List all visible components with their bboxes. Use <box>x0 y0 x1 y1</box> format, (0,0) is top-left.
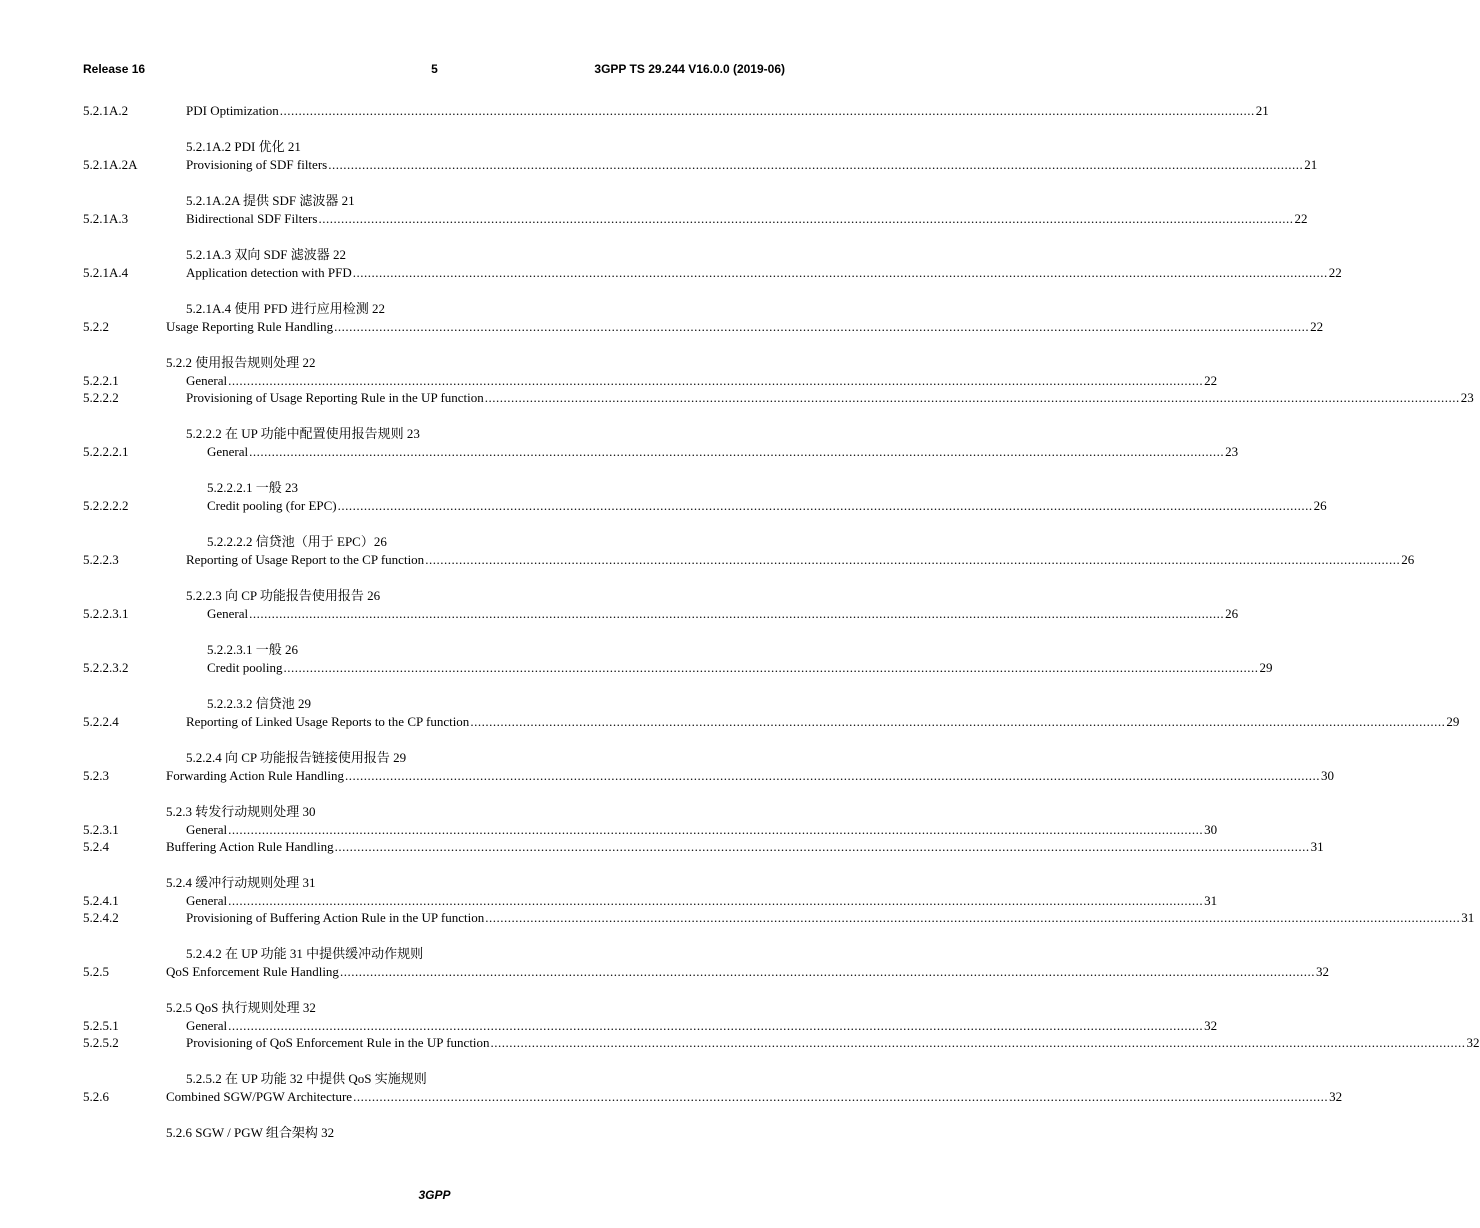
toc-entry-translation: 5.2.2.2 在 UP 功能中配置使用报告规则 23 <box>186 426 420 441</box>
toc-entry-number: 5.2.3 <box>83 768 109 783</box>
toc-entry-translation: 5.2.3 转发行动规则处理 30 <box>166 804 316 819</box>
footer-3gpp: 3GPP <box>418 1188 451 1202</box>
toc-entry-title: QoS Enforcement Rule Handling <box>166 964 339 979</box>
toc-entry-translation: 5.2.6 SGW / PGW 组合架构 32 <box>166 1125 335 1140</box>
toc-entry-number: 5.2.2 <box>83 319 109 334</box>
toc-dot-leader: .................................................................................................................................................................................................................................................................... <box>279 103 1255 118</box>
toc-entry[interactable] <box>0 264 1342 282</box>
toc-entry[interactable] <box>0 497 1327 515</box>
toc-dot-leader: .................................................................................................................................................................................................................................................................... <box>249 606 1225 621</box>
header-spec-id: 3GPP TS 29.244 V16.0.0 (2019-06) <box>594 62 785 76</box>
toc-entry-page: 31 <box>1310 839 1324 854</box>
toc-dot-leader: .................................................................................................................................................................................................................................................................... <box>425 552 1401 567</box>
toc-entry-title: Credit pooling (for EPC) <box>207 498 337 513</box>
toc-dot-leader: .................................................................................................................................................................................................................................................................... <box>337 498 1313 513</box>
toc-dot-leader: .................................................................................................................................................................................................................................................................... <box>334 319 1310 334</box>
toc-dot-leader: .................................................................................................................................................................................................................................................................... <box>490 1035 1466 1050</box>
toc-entry[interactable] <box>0 892 1218 910</box>
toc-dot-leader: .................................................................................................................................................................................................................................................................... <box>228 822 1204 837</box>
toc-dot-leader: .................................................................................................................................................................................................................................................................... <box>470 714 1446 729</box>
toc-dot-leader: .................................................................................................................................................................................................................................................................... <box>334 839 1310 854</box>
toc-entry-page: 29 <box>1446 714 1460 729</box>
toc-dot-leader: .................................................................................................................................................................................................................................................................... <box>352 265 1328 280</box>
toc-entry-page: 30 <box>1204 822 1218 837</box>
toc-entry-title: Credit pooling <box>207 660 283 675</box>
toc-entry-number: 5.2.4 <box>83 839 109 854</box>
toc-entry-translation: 5.2.5.2 在 UP 功能 32 中提供 QoS 实施规则 <box>186 1071 427 1086</box>
toc-entry-title: Application detection with PFD <box>186 265 352 280</box>
toc-dot-leader: .................................................................................................................................................................................................................................................................... <box>485 910 1461 925</box>
toc-entry-page: 32 <box>1466 1035 1480 1050</box>
toc-dot-leader: .................................................................................................................................................................................................................................................................... <box>249 444 1225 459</box>
toc-entry[interactable] <box>0 318 1324 336</box>
toc-entry-number: 5.2.4.1 <box>83 893 119 908</box>
toc-entry-title: Provisioning of SDF filters <box>186 157 328 172</box>
toc-dot-leader: .................................................................................................................................................................................................................................................................... <box>353 1089 1329 1104</box>
toc-entry[interactable] <box>0 210 1308 228</box>
toc-entry[interactable] <box>0 443 1239 461</box>
toc-entry-number: 5.2.1A.4 <box>83 265 129 280</box>
toc-entry-page: 22 <box>1310 319 1324 334</box>
toc-entry-title: Reporting of Usage Report to the CP function <box>186 552 425 567</box>
toc-entry-translation: 5.2.2.3.1 一般 26 <box>207 642 299 657</box>
toc-entry-title: Forwarding Action Rule Handling <box>166 768 345 783</box>
toc-entry-translation: 5.2.2.4 向 CP 功能报告链接使用报告 29 <box>186 750 407 765</box>
toc-entry-translation: 5.2.1A.3 双向 SDF 滤波器 22 <box>186 247 346 262</box>
toc-entry-page: 21 <box>1304 157 1318 172</box>
toc-entry[interactable] <box>0 713 1460 731</box>
toc-entry-number: 5.2.1A.3 <box>83 211 129 226</box>
toc-dot-leader: .................................................................................................................................................................................................................................................................... <box>328 157 1304 172</box>
toc-dot-leader: .................................................................................................................................................................................................................................................................... <box>345 768 1321 783</box>
toc-entry-title: General <box>186 893 228 908</box>
toc-entry-title: General <box>207 444 249 459</box>
toc-dot-leader: .................................................................................................................................................................................................................................................................... <box>339 964 1315 979</box>
toc-entry[interactable] <box>0 838 1324 856</box>
toc-entry-page: 26 <box>1401 552 1415 567</box>
toc-entry-title: Provisioning of Buffering Action Rule in the UP function <box>186 910 485 925</box>
toc-entry-number: 5.2.5 <box>83 964 109 979</box>
toc-entry-page: 32 <box>1329 1089 1343 1104</box>
toc-entry-title: General <box>186 1018 228 1033</box>
toc-entry-title: Provisioning of QoS Enforcement Rule in the UP function <box>186 1035 490 1050</box>
toc-entry-translation: 5.2.2.2.1 一般 23 <box>207 480 299 495</box>
toc-entry-translation: 5.2.1A.2A 提供 SDF 滤波器 21 <box>186 193 355 208</box>
toc-dot-leader: .................................................................................................................................................................................................................................................................... <box>228 893 1204 908</box>
toc-entry-number: 5.2.2.3.2 <box>83 660 129 675</box>
toc-entry[interactable] <box>0 551 1415 569</box>
toc-entry-number: 5.2.2.1 <box>83 373 119 388</box>
toc-entry-page: 31 <box>1204 893 1218 908</box>
toc-dot-leader: .................................................................................................................................................................................................................................................................... <box>228 1018 1204 1033</box>
toc-entry-title: PDI Optimization <box>186 103 279 118</box>
toc-entry-title: General <box>186 822 228 837</box>
header-release: Release 16 <box>83 62 146 76</box>
toc-entry-page: 23 <box>1225 444 1239 459</box>
toc-entry-title: Usage Reporting Rule Handling <box>166 319 334 334</box>
toc-entry-title: General <box>186 373 228 388</box>
toc-entry-number: 5.2.3.1 <box>83 822 119 837</box>
toc-entry-page: 31 <box>1461 910 1475 925</box>
toc-entry-number: 5.2.2.3 <box>83 552 119 567</box>
toc-entry-number: 5.2.5.1 <box>83 1018 119 1033</box>
toc-entry-page: 30 <box>1321 768 1335 783</box>
toc-entry-title: Provisioning of Usage Reporting Rule in the UP function <box>186 390 484 405</box>
toc-entry[interactable] <box>0 1017 1218 1035</box>
toc-entry-number: 5.2.5.2 <box>83 1035 119 1050</box>
toc-entry-page: 21 <box>1255 103 1269 118</box>
toc-entry-number: 5.2.4.2 <box>83 910 119 925</box>
toc-entry[interactable] <box>0 963 1329 981</box>
toc-entry-translation: 5.2.1A.4 使用 PFD 进行应用检测 22 <box>186 301 385 316</box>
toc-entry-translation: 5.2.5 QoS 执行规则处理 32 <box>166 1000 316 1015</box>
toc-entry-page: 23 <box>1460 390 1474 405</box>
toc-entry-page: 26 <box>1313 498 1327 513</box>
toc-entry[interactable] <box>0 102 1269 120</box>
header-page-number: 5 <box>431 62 438 76</box>
toc-entry-number: 5.2.1A.2A <box>83 157 138 172</box>
toc-entry-number: 5.2.2.2.2 <box>83 498 129 513</box>
toc-entry-translation: 5.2.1A.2 PDI 优化 21 <box>186 139 301 154</box>
toc-entry[interactable] <box>0 605 1239 623</box>
toc-entry-number: 5.2.2.2.1 <box>83 444 129 459</box>
toc-dot-leader: .................................................................................................................................................................................................................................................................... <box>318 211 1294 226</box>
toc-entry[interactable] <box>0 821 1218 839</box>
toc-entry-title: Bidirectional SDF Filters <box>186 211 318 226</box>
toc-entry[interactable] <box>0 156 1318 174</box>
toc-entry-number: 5.2.1A.2 <box>83 103 129 118</box>
toc-entry-page: 26 <box>1225 606 1239 621</box>
toc-entry-number: 5.2.2.4 <box>83 714 119 729</box>
toc-entry-title: Combined SGW/PGW Architecture <box>166 1089 353 1104</box>
toc-entry-translation: 5.2.2 使用报告规则处理 22 <box>166 355 316 370</box>
toc-entry-page: 22 <box>1294 211 1308 226</box>
toc-entry-translation: 5.2.2.3 向 CP 功能报告使用报告 26 <box>186 588 381 603</box>
toc-entry[interactable] <box>0 1088 1343 1106</box>
toc-entry-page: 22 <box>1328 265 1342 280</box>
toc-entry-number: 5.2.2.3.1 <box>83 606 129 621</box>
toc-dot-leader: .................................................................................................................................................................................................................................................................... <box>484 390 1460 405</box>
toc-dot-leader: .................................................................................................................................................................................................................................................................... <box>283 660 1259 675</box>
toc-entry[interactable] <box>0 1034 1480 1052</box>
toc-entry[interactable] <box>0 372 1218 390</box>
toc-entry[interactable] <box>0 767 1335 785</box>
toc-entry-page: 29 <box>1259 660 1273 675</box>
toc-entry-translation: 5.2.4.2 在 UP 功能 31 中提供缓冲动作规则 <box>186 946 424 961</box>
toc-entry-title: General <box>207 606 249 621</box>
toc-entry[interactable] <box>0 389 1474 407</box>
toc-entry-number: 5.2.2.2 <box>83 390 119 405</box>
toc-entry-translation: 5.2.4 缓冲行动规则处理 31 <box>166 875 316 890</box>
toc-entry-page: 32 <box>1204 1018 1218 1033</box>
toc-entry-translation: 5.2.2.2.2 信贷池（用于 EPC）26 <box>207 534 387 549</box>
toc-entry-page: 32 <box>1315 964 1329 979</box>
toc-entry-number: 5.2.6 <box>83 1089 109 1104</box>
toc-entry[interactable] <box>0 659 1273 677</box>
toc-entry-translation: 5.2.2.3.2 信贷池 29 <box>207 696 312 711</box>
toc-entry-page: 22 <box>1204 373 1218 388</box>
toc-entry-title: Buffering Action Rule Handling <box>166 839 334 854</box>
toc-dot-leader: .................................................................................................................................................................................................................................................................... <box>228 373 1204 388</box>
toc-entry-title: Reporting of Linked Usage Reports to the CP function <box>186 714 470 729</box>
toc-entry[interactable] <box>0 909 1475 927</box>
